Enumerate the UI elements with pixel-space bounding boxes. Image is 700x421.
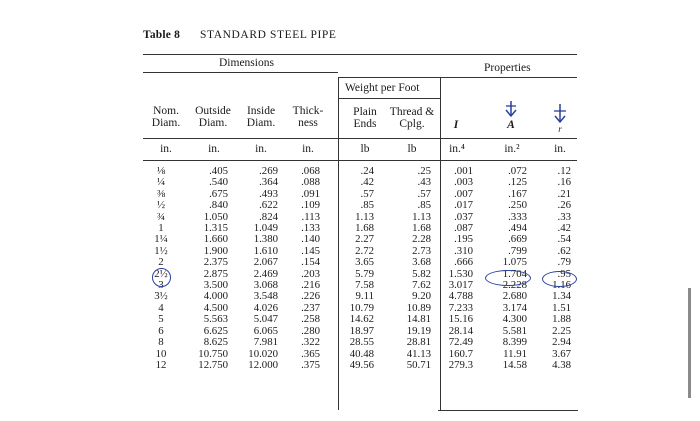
table-cell: .140 [301,233,320,246]
table-cell: .365 [301,347,320,360]
table-cell: .840 [209,199,228,212]
table-title [143,29,337,41]
table-title-text: STANDARD STEEL PIPE [200,29,337,41]
column-outside-diam [190,166,228,371]
r-header: r [558,124,562,134]
table-cell: .280 [301,324,320,337]
table-cell: ¾ [156,210,166,223]
table-cell: 279.3 [448,358,473,371]
table-cell: 3.548 [253,290,278,303]
table-cell: .494 [508,222,527,235]
table-cell: 28.14 [448,324,473,337]
table-cell: 10.020 [248,347,278,360]
table-cell: 2.94 [552,336,571,349]
table-cell: 41.13 [406,347,431,360]
table-cell: .666 [454,256,473,269]
table-cell: 4.300 [502,313,527,326]
table-cell: .109 [301,199,320,212]
table-cell: .669 [508,233,527,246]
thread-cplg-header: Thread & Cplg. [389,106,435,130]
table-cell: 8 [158,336,164,349]
column-plain-ends [345,166,374,371]
table-cell: .322 [301,336,320,349]
table-cell: 14.58 [502,358,527,371]
table-cell: 2.680 [502,290,527,303]
id-unit: in. [255,143,267,155]
table-cell: 7.981 [253,336,278,349]
table-cell: 28.81 [406,336,431,349]
table-cell: .113 [301,210,320,223]
I-unit: in.⁴ [449,143,465,155]
r-arrow-icon [553,103,567,125]
table-cell: .133 [301,222,320,235]
table-cell: 1.13 [355,210,374,223]
table-cell: .154 [301,256,320,269]
table-cell: 3.017 [448,279,473,292]
A-arrow-icon [504,100,518,120]
table-cell: 18.97 [349,324,374,337]
top-rule [143,54,577,55]
table-cell: 9.11 [355,290,374,303]
table-cell: .203 [301,267,320,280]
table-cell: .087 [454,222,473,235]
table-cell: .226 [301,290,320,303]
table-cell: .375 [301,358,320,371]
table-cell: .258 [301,313,320,326]
weight-top-rule [338,77,440,78]
table-cell: 1.530 [448,267,473,280]
table-cell: .24 [360,165,374,177]
table-cell: 1 [158,222,164,235]
table-cell: 1.68 [412,222,431,235]
I-header: I [453,119,459,131]
table-cell: 8.399 [502,336,527,349]
table-cell: 4.788 [448,290,473,303]
table-cell: 5.563 [203,313,228,326]
table-cell: ½ [156,199,166,212]
table-cell: 2.73 [412,244,431,257]
table-cell: .95 [557,267,571,280]
table-cell: .57 [360,187,374,200]
table-cell: 3.68 [412,256,431,269]
table-cell: 2.375 [203,256,228,269]
table-cell: 1.610 [253,244,278,257]
table-cell: 3.068 [253,279,278,292]
table-cell: ¼ [156,176,166,189]
table-cell: .21 [557,187,571,200]
table-cell: 11.91 [503,347,527,360]
table-cell: .003 [454,176,473,189]
table-number: Table 8 [143,29,181,41]
properties-rule [440,77,577,78]
weight-left-rule [338,77,339,410]
table-cell: 2.875 [203,267,228,280]
table-cell: .54 [557,233,571,246]
table-cell: 8.625 [203,336,228,349]
r-unit: in. [554,143,566,155]
column-nom-diam [150,166,172,371]
table-cell: .42 [557,222,571,235]
table-cell: .79 [557,256,571,269]
table-cell: 1½ [154,244,168,257]
table-cell: 10.750 [198,347,228,360]
A-header: A [507,119,515,131]
table-cell: .145 [301,244,320,257]
table-cell: .088 [301,176,320,189]
table-cell: .675 [209,187,228,200]
table-cell: 50.71 [406,358,431,371]
table-cell: 5.047 [253,313,278,326]
table-cell: .493 [259,187,278,200]
table-cell: 6.065 [253,324,278,337]
plain-unit: lb [360,143,370,155]
table-cell: .62 [557,244,571,257]
table-cell: .037 [454,210,473,223]
plain-ends-header: Plain Ends [353,106,377,130]
weight-right-rule [440,77,441,410]
table-cell: 3.500 [203,279,228,292]
header-rule [143,138,577,139]
table-cell: 5 [158,313,164,326]
table-cell: 5.581 [502,324,527,337]
table-cell: .799 [508,244,527,257]
table-cell: 1.88 [552,313,571,326]
table-cell: 12.000 [248,358,278,371]
table-cell: 2.067 [253,256,278,269]
thickness-header: Thick- ness [292,105,324,129]
od-unit: in. [208,143,220,155]
table-cell: .622 [259,199,278,212]
table-cell: .072 [508,165,527,177]
table-cell: ⅛ [156,165,166,177]
table-cell: 2.25 [552,324,571,337]
table-cell: 3.174 [502,301,527,314]
table-cell: 14.81 [406,313,431,326]
table-cell: .33 [557,210,571,223]
table-cell: .001 [454,165,473,177]
table-cell: .310 [454,244,473,257]
table-cell: 1.13 [412,210,431,223]
table-cell: 19.19 [406,324,431,337]
table-cell: 1.075 [502,256,527,269]
table-cell: 1.660 [203,233,228,246]
table-cell: .25 [417,165,431,177]
column-I [444,166,473,371]
dimensions-header: Dimensions [219,57,274,69]
table-cell: 2½ [154,267,168,280]
table-cell: 4 [158,301,164,314]
table-cell: 3.65 [355,256,374,269]
table-cell: .16 [557,176,571,189]
weight-sub-rule [338,98,440,99]
table-cell: 2.72 [355,244,374,257]
table-cell: 1.51 [552,301,571,314]
table-cell: 5.79 [355,267,374,280]
table-cell: .125 [508,176,527,189]
table-cell: 1.34 [552,290,571,303]
table-cell: .405 [209,165,228,177]
table-cell: 1¼ [154,233,168,246]
table-cell: 1.050 [203,210,228,223]
table-cell: 10.89 [406,301,431,314]
table-cell: 72.49 [448,336,473,349]
table-cell: 49.56 [349,358,374,371]
column-thread-cplg [398,166,431,371]
table-cell: 2.469 [253,267,278,280]
table-cell: 1.380 [253,233,278,246]
table-cell: 7.62 [412,279,431,292]
table-cell: 160.7 [448,347,473,360]
table-cell: 4.000 [203,290,228,303]
table-cell: 7.233 [448,301,473,314]
weight-per-foot-header: Weight per Foot [345,82,420,94]
table-cell: .091 [301,187,320,200]
table-cell: .85 [360,199,374,212]
column-A [493,166,527,371]
table-cell: 4.026 [253,301,278,314]
table-cell: 14.62 [349,313,374,326]
table-cell: 15.16 [448,313,473,326]
table-cell: 6.625 [203,324,228,337]
table-cell: .364 [259,176,278,189]
column-inside-diam [240,166,278,371]
table-cell: 2 [158,256,164,269]
table-cell: .85 [417,199,431,212]
table-cell: .57 [417,187,431,200]
table-cell: .237 [301,301,320,314]
table-cell: 9.20 [412,290,431,303]
table-cell: 2.27 [355,233,374,246]
table-cell: 3.67 [552,347,571,360]
table-cell: .42 [360,176,374,189]
table-cell: .269 [259,165,278,177]
scrollbar-thumb[interactable] [688,288,691,398]
nom-diam-header: Nom. Diam. [151,105,181,129]
table-cell: .017 [454,199,473,212]
table-cell: .216 [301,279,320,292]
table-cell: 2.28 [412,233,431,246]
table-cell: 10.79 [349,301,374,314]
table-cell: 5.82 [412,267,431,280]
table-cell: .068 [301,165,320,177]
column-r [545,166,571,371]
table-cell: .195 [454,233,473,246]
table-cell: 4.38 [552,358,571,371]
table-cell: .333 [508,210,527,223]
table-cell: .007 [454,187,473,200]
table-cell: 2.228 [502,279,527,292]
table-cell: 4.500 [203,301,228,314]
table-cell: 40.48 [349,347,374,360]
table-cell: 12 [155,358,167,371]
properties-header: Properties [484,62,531,74]
table-cell: .12 [557,165,571,177]
table-cell: 1.315 [203,222,228,235]
thread-unit: lb [407,143,417,155]
table-cell: 1.049 [253,222,278,235]
table-cell: 1.16 [552,279,571,292]
table-cell: .824 [259,210,278,223]
table-cell: 1.704 [502,267,527,280]
table-cell: .26 [557,199,571,212]
table-cell: 6 [158,324,164,337]
table-cell: 7.58 [355,279,374,292]
table-cell: 1.900 [203,244,228,257]
table-cell: 28.55 [349,336,374,349]
bottom-rule [438,410,578,411]
inside-diam-header: Inside Diam. [246,105,276,129]
table-cell: .250 [508,199,527,212]
A-unit: in.² [504,143,520,155]
table-cell: 12.750 [198,358,228,371]
table-cell: 3 [158,279,164,292]
dimensions-rule [143,72,338,73]
column-thickness [290,166,320,371]
table-cell: 10 [155,347,167,360]
table-cell: ⅜ [156,187,166,200]
table-cell: .540 [209,176,228,189]
units-rule [143,160,577,161]
table-cell: 1.68 [355,222,374,235]
outside-diam-header: Outside Diam. [195,105,231,129]
table-cell: .43 [417,176,431,189]
nom-unit: in. [160,143,172,155]
table-cell: .167 [508,187,527,200]
thickness-unit: in. [302,143,314,155]
table-cell: 3½ [154,290,168,303]
